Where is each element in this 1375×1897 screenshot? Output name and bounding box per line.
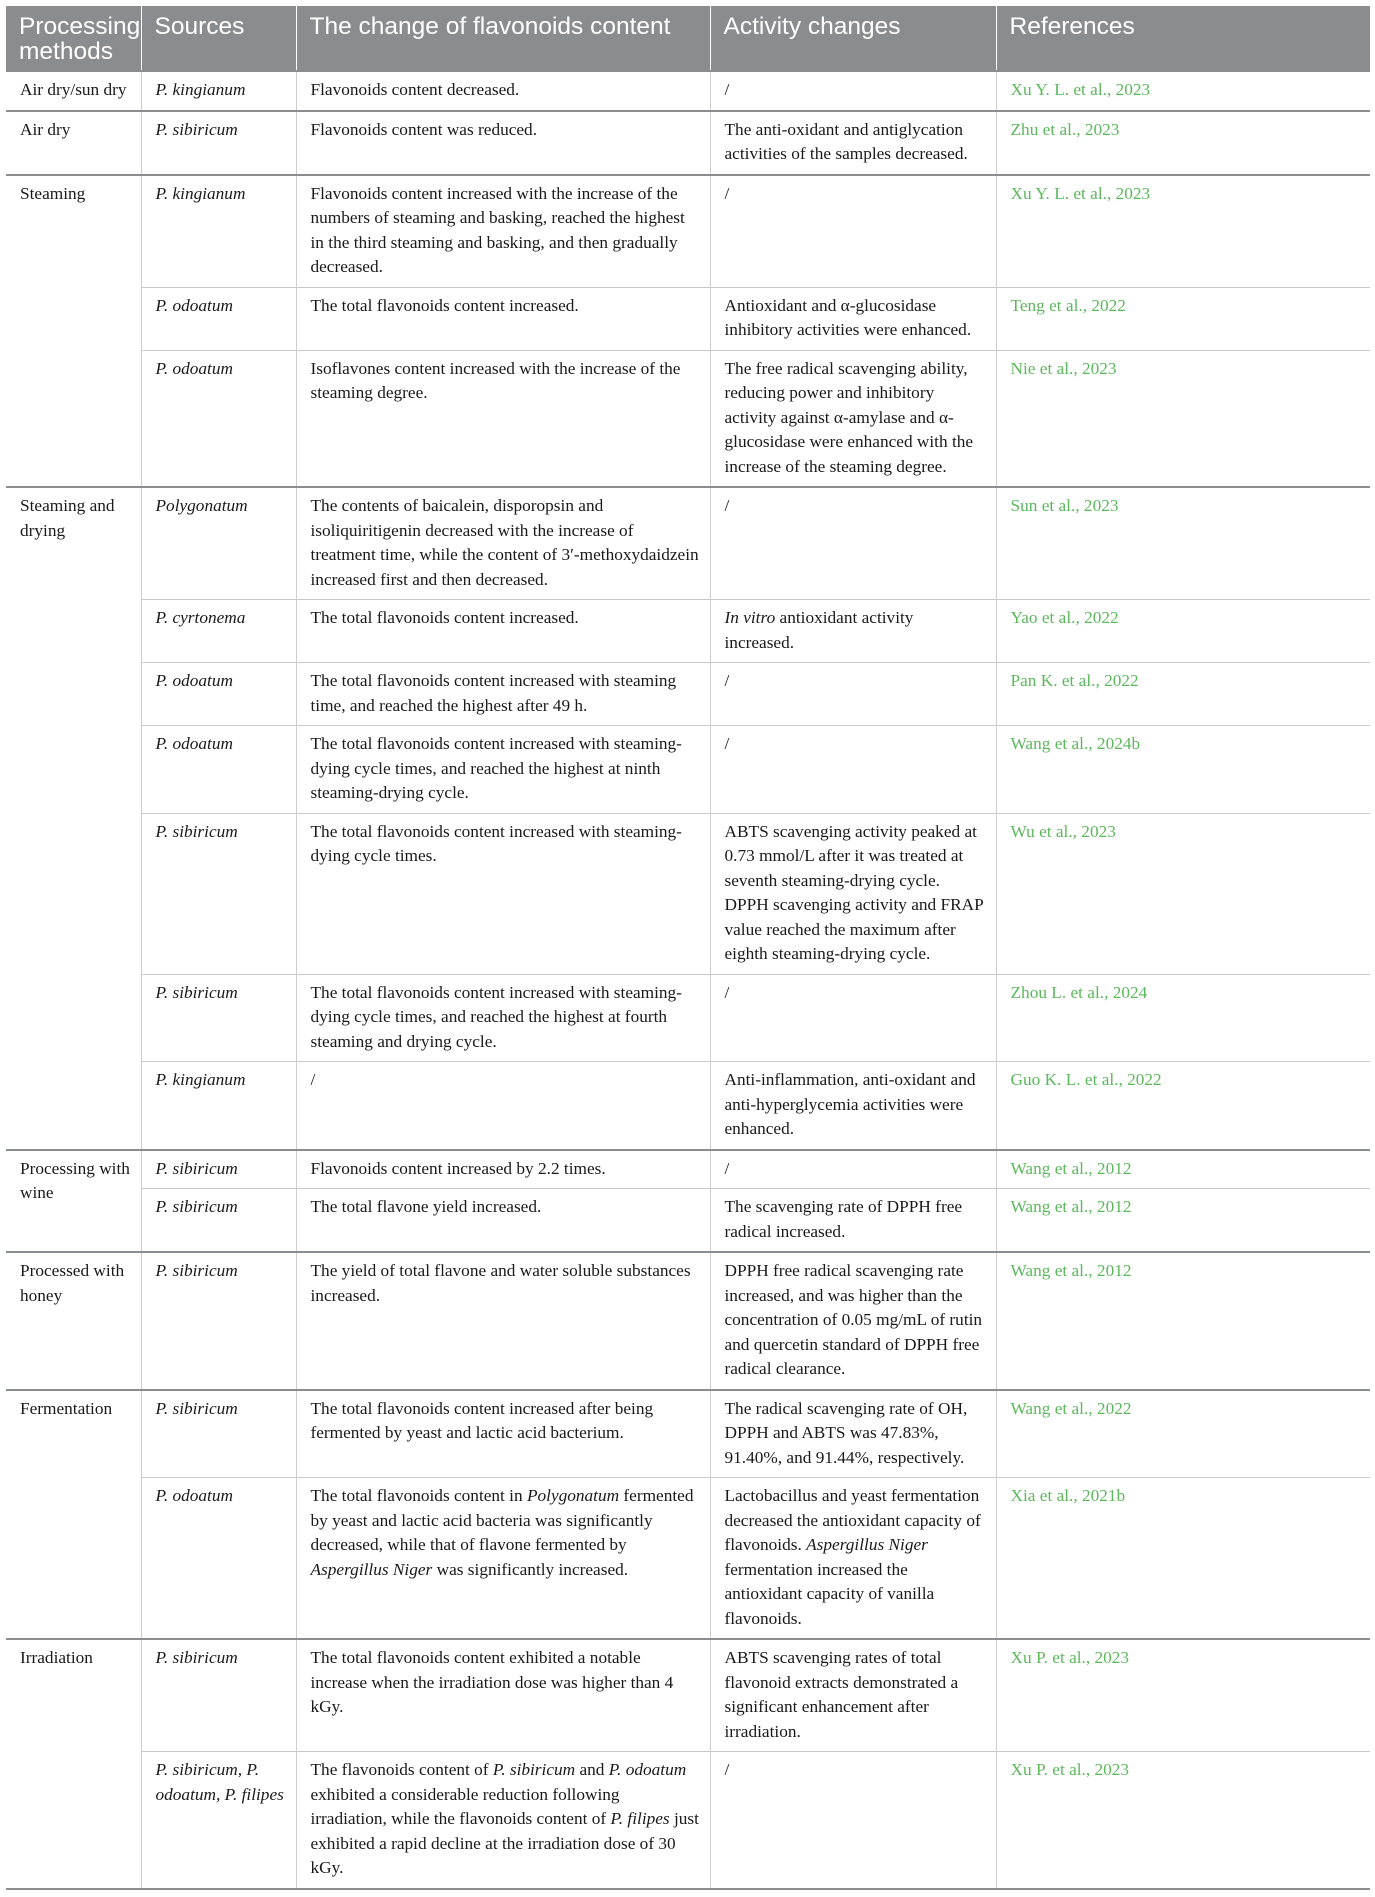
- source-cell: P. odoatum: [141, 1478, 296, 1640]
- activity-cell: The anti-oxidant and antiglycation activities of the samples decreased.: [710, 111, 996, 175]
- change-cell: Flavonoids content increased by 2.2 times.: [296, 1150, 710, 1189]
- activity-cell: /: [710, 487, 996, 600]
- reference-cell[interactable]: [996, 813, 1370, 974]
- header-row: [6, 6, 1370, 71]
- table-row: [6, 1639, 1370, 1752]
- activity-cell: [710, 1478, 996, 1640]
- table-row: [6, 1150, 1370, 1189]
- source-cell: P. odoatum: [141, 726, 296, 814]
- activity-cell: [710, 600, 996, 663]
- table-row: [6, 663, 1370, 726]
- activity-cell: ABTS scavenging activity peaked at 0.73 mmol/L after it was treated at seventh steaming-drying cycle. DPPH scavenging activity and FRAP value reached the maximum after eighth steaming-drying cycle.: [710, 813, 996, 974]
- reference-link[interactable]: Xia et al., 2021b: [1010, 1486, 1126, 1505]
- table-row: [6, 1189, 1370, 1253]
- reference-cell[interactable]: [996, 1478, 1370, 1640]
- reference-cell[interactable]: [996, 1752, 1370, 1889]
- table-row: [6, 813, 1370, 974]
- change-cell: The total flavonoids content increased.: [296, 600, 710, 663]
- in-vitro-italic: In vitro: [724, 608, 776, 627]
- change-text: exhibited a considerable reduction following irradiation, while the flavonoids content of: [310, 1784, 620, 1828]
- reference-cell[interactable]: [996, 175, 1370, 288]
- change-cell: [296, 1752, 710, 1889]
- table-row: [6, 1390, 1370, 1478]
- method-cell: Steaming: [6, 175, 141, 488]
- reference-cell[interactable]: [996, 1639, 1370, 1752]
- activity-cell: DPPH free radical scavenging rate increased, and was higher than the concentration of 0.05 mg/mL of rutin and quercetin standard of DPPH free radical clearance.: [710, 1252, 996, 1390]
- activity-text: antioxidant activity increased.: [724, 608, 914, 652]
- species-italic: P. odoatum: [608, 1760, 687, 1779]
- activity-cell: /: [710, 71, 996, 111]
- reference-link[interactable]: Pan K. et al., 2022: [1010, 671, 1139, 690]
- reference-link[interactable]: Xu Y. L. et al., 2023: [1010, 80, 1151, 99]
- source-cell: P. odoatum: [141, 287, 296, 350]
- source-cell: P. kingianum: [141, 71, 296, 111]
- reference-cell[interactable]: [996, 600, 1370, 663]
- source-cell: P. sibiricum, P. odoatum, P. filipes: [141, 1752, 296, 1889]
- table-row: [6, 71, 1370, 111]
- activity-cell: /: [710, 726, 996, 814]
- genus-italic: Polygonatum: [526, 1486, 620, 1505]
- activity-cell: /: [710, 1752, 996, 1889]
- reference-link[interactable]: Yao et al., 2022: [1010, 608, 1119, 627]
- change-text: just exhibited a rapid decline at the irradiation dose of 30 kGy.: [310, 1809, 699, 1877]
- species-italic: P. filipes: [610, 1809, 670, 1828]
- reference-link[interactable]: Wang et al., 2012: [1010, 1261, 1132, 1280]
- change-cell: The total flavone yield increased.: [296, 1189, 710, 1253]
- change-cell: Flavonoids content decreased.: [296, 71, 710, 111]
- header-processing-methods: Processing methods: [6, 6, 141, 71]
- activity-cell: /: [710, 663, 996, 726]
- reference-cell[interactable]: [996, 487, 1370, 600]
- change-cell: Flavonoids content was reduced.: [296, 111, 710, 175]
- header-activity-changes: Activity changes: [710, 6, 996, 71]
- reference-cell[interactable]: [996, 1252, 1370, 1390]
- table-row: [6, 350, 1370, 487]
- activity-text: fermentation increased the antioxidant capacity of vanilla flavonoids.: [724, 1559, 935, 1628]
- change-cell: The total flavonoids content increased with steaming-dying cycle times.: [296, 813, 710, 974]
- source-cell: P. sibiricum: [141, 1189, 296, 1253]
- source-cell: P. sibiricum: [141, 1252, 296, 1390]
- change-cell: The total flavonoids content increased with steaming-dying cycle times, and reached the highest at fourth steaming and drying cycle.: [296, 974, 710, 1062]
- activity-cell: /: [710, 175, 996, 288]
- activity-cell: The free radical scavenging ability, reducing power and inhibitory activity against α-amylase and α-glucosidase were enhanced with the increase of the steaming degree.: [710, 350, 996, 487]
- species-italic: Aspergillus Niger: [806, 1535, 928, 1554]
- table-row: [6, 726, 1370, 814]
- table-row: [6, 600, 1370, 663]
- header-sources: Sources: [141, 6, 296, 71]
- reference-link[interactable]: Wu et al., 2023: [1010, 821, 1116, 841]
- table-row: [6, 974, 1370, 1062]
- reference-cell[interactable]: [996, 726, 1370, 814]
- source-cell: P. kingianum: [141, 1062, 296, 1150]
- reference-link[interactable]: Wang et al., 2012: [1010, 1158, 1132, 1178]
- change-cell: The contents of baicalein, disporopsin and isoliquiritigenin decreased with the increase of treatment time, while the content of 3′-methoxydaidzein increased first and then decreased.: [296, 487, 710, 600]
- source-cell: P. kingianum: [141, 175, 296, 288]
- change-cell: The total flavonoids content increased after being fermented by yeast and lactic acid bacterium.: [296, 1390, 710, 1478]
- change-cell: The total flavonoids content exhibited a notable increase when the irradiation dose was higher than 4 kGy.: [296, 1639, 710, 1752]
- header-references: References: [996, 6, 1370, 71]
- activity-cell: The scavenging rate of DPPH free radical increased.: [710, 1189, 996, 1253]
- source-cell: P. sibiricum: [141, 1390, 296, 1478]
- change-text: fermented by yeast and lactic acid bacteria was significantly decreased, while that of flavone fermented by: [310, 1486, 694, 1554]
- activity-text: Lactobacillus and yeast fermentation decreased the antioxidant capacity of flavonoids.: [724, 1486, 981, 1554]
- method-cell: Processing with wine: [6, 1150, 141, 1253]
- source-cell: P. sibiricum: [141, 1639, 296, 1752]
- source-cell: P. odoatum: [141, 350, 296, 487]
- table-row: [6, 175, 1370, 288]
- activity-cell: Antioxidant and α-glucosidase inhibitory activities were enhanced.: [710, 287, 996, 350]
- reference-cell[interactable]: [996, 1150, 1370, 1189]
- reference-link[interactable]: Xu P. et al., 2023: [1010, 1760, 1130, 1779]
- reference-link[interactable]: Wang et al., 2024b: [1010, 734, 1141, 753]
- change-text: The total flavonoids content in: [310, 1486, 527, 1505]
- reference-link[interactable]: Wang et al., 2022: [1010, 1398, 1132, 1418]
- species-italic: Aspergillus Niger: [310, 1559, 433, 1579]
- activity-cell: /: [710, 1150, 996, 1189]
- table-row: [6, 1752, 1370, 1889]
- reference-link[interactable]: Xu Y. L. et al., 2023: [1010, 183, 1151, 203]
- source-cell: P. sibiricum: [141, 111, 296, 175]
- change-cell: The yield of total flavone and water soluble substances increased.: [296, 1252, 710, 1390]
- reference-cell[interactable]: [996, 111, 1370, 175]
- change-cell: [296, 1478, 710, 1640]
- method-cell: Air dry/sun dry: [6, 71, 141, 111]
- reference-link[interactable]: Zhu et al., 2023: [1010, 119, 1120, 139]
- table-row: [6, 1062, 1370, 1150]
- reference-cell[interactable]: [996, 1390, 1370, 1478]
- method-cell: Steaming and drying: [6, 487, 141, 1150]
- source-cell: P. cyrtonema: [141, 600, 296, 663]
- activity-cell: Anti-inflammation, anti-oxidant and anti-hyperglycemia activities were enhanced.: [710, 1062, 996, 1150]
- change-text: and: [575, 1760, 609, 1779]
- source-cell: P. sibiricum: [141, 1150, 296, 1189]
- source-cell: P. odoatum: [141, 663, 296, 726]
- reference-cell[interactable]: [996, 974, 1370, 1062]
- reference-cell[interactable]: [996, 1062, 1370, 1150]
- reference-link[interactable]: Guo K. L. et al., 2022: [1010, 1070, 1162, 1089]
- source-cell: Polygonatum: [141, 487, 296, 600]
- table-row: [6, 487, 1370, 600]
- reference-cell[interactable]: [996, 350, 1370, 487]
- table-row: [6, 111, 1370, 175]
- species-italic: P. sibiricum: [492, 1760, 576, 1779]
- reference-cell[interactable]: [996, 287, 1370, 350]
- source-cell: P. sibiricum: [141, 813, 296, 974]
- reference-link[interactable]: Sun et al., 2023: [1010, 496, 1119, 515]
- method-cell: Irradiation: [6, 1639, 141, 1889]
- method-cell: Processed with honey: [6, 1252, 141, 1390]
- change-text: The flavonoids content of: [310, 1760, 493, 1779]
- reference-link[interactable]: Wang et al., 2012: [1010, 1197, 1132, 1216]
- change-text: was significantly increased.: [432, 1559, 629, 1579]
- reference-cell[interactable]: [996, 1189, 1370, 1253]
- source-cell: P. sibiricum: [141, 974, 296, 1062]
- flavonoids-processing-table: [6, 6, 1370, 1890]
- method-cell: Fermentation: [6, 1390, 141, 1640]
- change-cell: The total flavonoids content increased with steaming time, and reached the highest after 49 h.: [296, 663, 710, 726]
- reference-link[interactable]: Xu P. et al., 2023: [1010, 1648, 1130, 1667]
- reference-cell[interactable]: [996, 663, 1370, 726]
- activity-cell: The radical scavenging rate of OH, DPPH and ABTS was 47.83%, 91.40%, and 91.44%, respectively.: [710, 1390, 996, 1478]
- reference-cell[interactable]: [996, 71, 1370, 111]
- reference-link[interactable]: Nie et al., 2023: [1010, 358, 1117, 378]
- change-cell: Isoflavones content increased with the increase of the steaming degree.: [296, 350, 710, 487]
- table-row: [6, 1478, 1370, 1640]
- change-cell: The total flavonoids content increased.: [296, 287, 710, 350]
- change-cell: /: [296, 1062, 710, 1150]
- change-cell: The total flavonoids content increased with steaming-dying cycle times, and reached the highest at ninth steaming-drying cycle.: [296, 726, 710, 814]
- activity-cell: /: [710, 974, 996, 1062]
- reference-link[interactable]: Teng et al., 2022: [1010, 295, 1126, 315]
- activity-cell: ABTS scavenging rates of total flavonoid extracts demonstrated a significant enhancement after irradiation.: [710, 1639, 996, 1752]
- table-row: [6, 1252, 1370, 1390]
- change-cell: Flavonoids content increased with the increase of the numbers of steaming and basking, reached the highest in the third steaming and basking, and then gradually decreased.: [296, 175, 710, 288]
- reference-link[interactable]: Zhou L. et al., 2024: [1010, 982, 1148, 1002]
- method-cell: Air dry: [6, 111, 141, 175]
- header-flavonoids-change: The change of flavonoids content: [296, 6, 710, 71]
- table-row: [6, 287, 1370, 350]
